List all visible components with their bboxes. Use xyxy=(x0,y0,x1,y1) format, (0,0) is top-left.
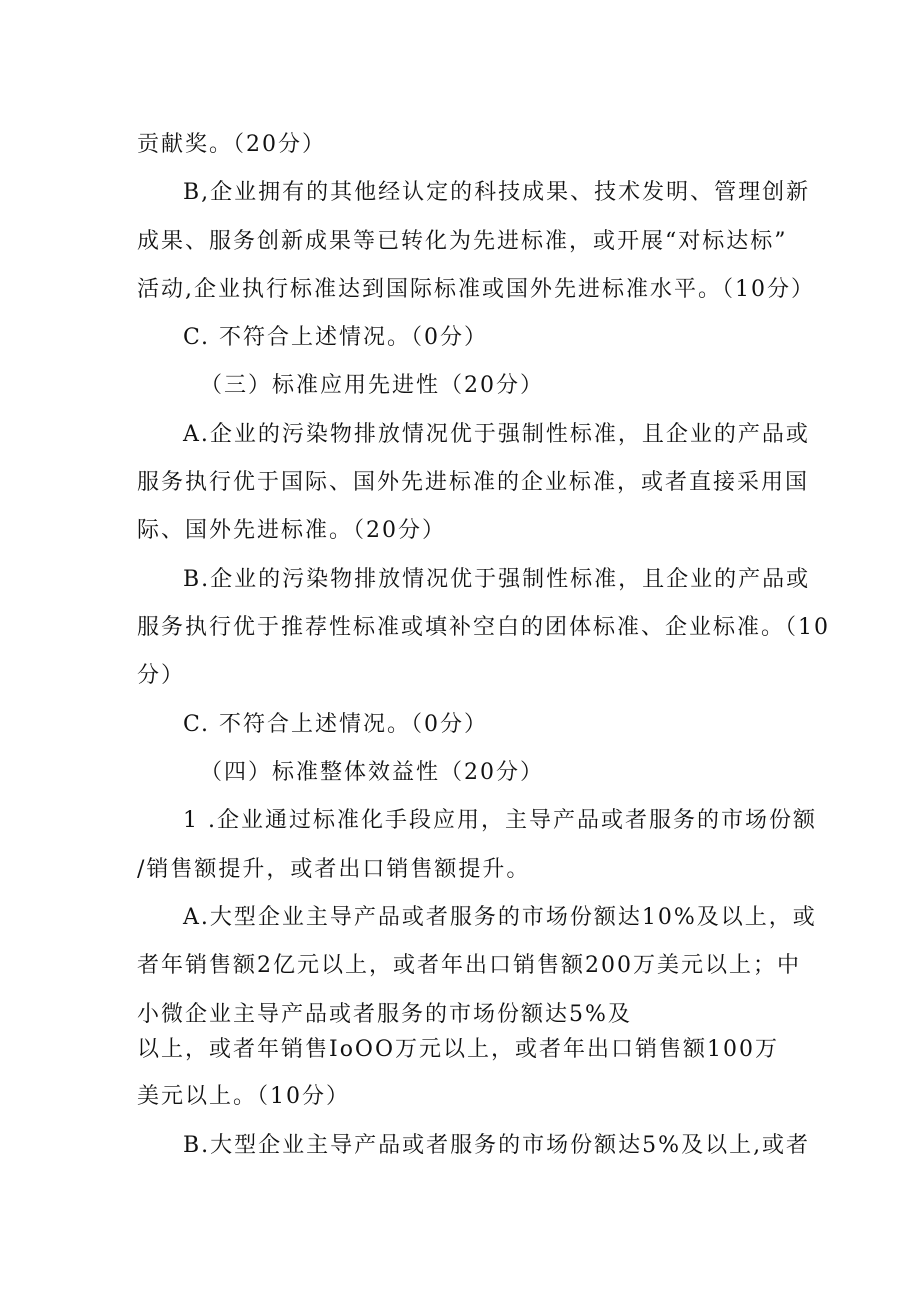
section-heading: （四）标准整体效益性（20分） xyxy=(200,760,544,785)
text-line: C. 不符合上述情况。（0分） xyxy=(183,712,489,737)
text-line: 服务执行优于推荐性标准或填补空白的团体标准、企业标准。（10 xyxy=(137,615,830,640)
text-line: B.企业的污染物排放情况优于强制性标准，且企业的产品或 xyxy=(183,567,811,592)
text-line: 以上，或者年销售IoOO万元以上，或者年出口销售额100万 xyxy=(137,1037,780,1062)
text-line: 成果、服务创新成果等已转化为先进标准，或开展“对标达标” xyxy=(137,229,788,254)
text-line: 美元以上。（10分） xyxy=(137,1084,350,1109)
text-line: 贡献奖。（20分） xyxy=(137,132,326,157)
text-line: 小微企业主导产品或者服务的市场份额达5%及 xyxy=(137,1002,632,1027)
text-line: B.大型企业主导产品或者服务的市场份额达5%及以上,或者 xyxy=(183,1133,811,1158)
text-line: /销售额提升，或者出口销售额提升。 xyxy=(137,857,531,882)
text-line: B,企业拥有的其他经认定的科技成果、技术发明、管理创新 xyxy=(183,180,811,205)
text-line: 1 .企业通过标准化手段应用，主导产品或者服务的市场份额 xyxy=(183,808,817,833)
text-line: 者年销售额2亿元以上，或者年出口销售额200万美元以上；中 xyxy=(137,953,801,978)
text-line: A.大型企业主导产品或者服务的市场份额达10%及以上，或 xyxy=(183,905,817,930)
text-line: 分） xyxy=(137,663,186,688)
section-heading: （三）标准应用先进性（20分） xyxy=(200,373,544,398)
text-line: 服务执行优于国际、国外先进标准的企业标准，或者直接采用国 xyxy=(137,470,810,495)
text-line: 际、国外先进标准。（20分） xyxy=(137,518,446,543)
text-line: A.企业的污染物排放情况优于强制性标准，且企业的产品或 xyxy=(183,422,810,447)
text-line: C. 不符合上述情况。（0分） xyxy=(183,325,489,350)
text-line: 活动,企业执行标准达到国际标准或国外先进标准水平。（10分） xyxy=(137,277,815,302)
